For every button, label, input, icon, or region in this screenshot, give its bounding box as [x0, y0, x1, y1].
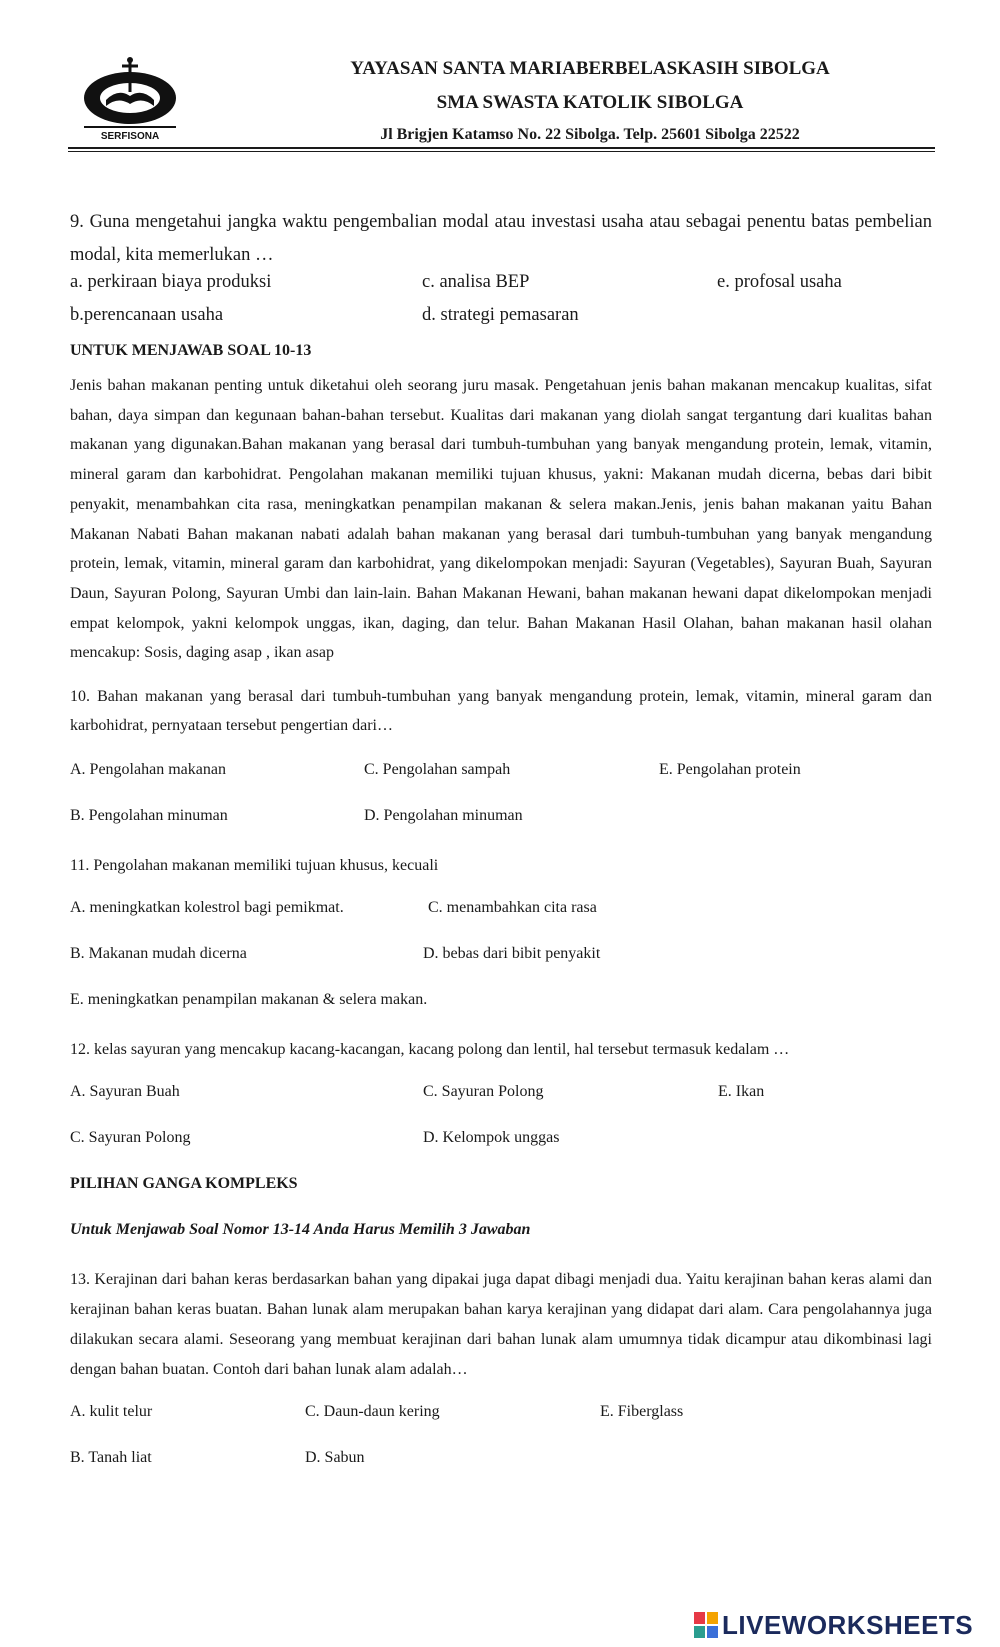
q10-option-c[interactable]: C. Pengolahan sampah — [364, 761, 511, 778]
school-logo — [78, 52, 182, 142]
q9-option-d[interactable]: d. strategi pemasaran — [422, 305, 579, 325]
liveworksheets-logo-icon — [694, 1612, 718, 1638]
q13-option-c[interactable]: C. Daun-daun kering — [305, 1403, 440, 1420]
q12-option-c-duplicate[interactable]: C. Sayuran Polong — [70, 1129, 191, 1146]
header-divider-thin — [68, 151, 935, 152]
q13-option-d[interactable]: D. Sabun — [305, 1449, 365, 1466]
q12-option-a[interactable]: A. Sayuran Buah — [70, 1083, 180, 1100]
q12-option-e[interactable]: E. Ikan — [718, 1083, 765, 1100]
question-10-stem: 10. Bahan makanan yang berasal dari tumbuh-tumbuhan yang banyak mengandung protein, lemak, vitamin, mineral garam dan karbohidrat, pernyataan tersebut pengertian dari… — [70, 688, 932, 734]
section-instruction: Untuk Menjawab Soal Nomor 13-14 Anda Harus Memilih 3 Jawaban — [70, 1221, 531, 1238]
q12-option-c[interactable]: C. Sayuran Polong — [423, 1083, 544, 1100]
q9-option-e[interactable]: e. profosal usaha — [717, 272, 842, 292]
q9-option-c[interactable]: c. analisa BEP — [422, 272, 530, 292]
q10-option-e[interactable]: E. Pengolahan protein — [659, 761, 801, 778]
reading-passage: Jenis bahan makanan penting untuk diketahui oleh seorang juru masak. Pengetahuan jenis bahan makanan mencakup kualitas, sifat bahan, daya simpan dan kegunaan bahan-bahan tersebut. Kualitas dari makanan yang diolah sangat tergantung dari kualitas bahan makanan yang digunakan.Bahan makanan yang berasal dari tumbuh-tumbuhan yang banyak mengandung protein, lemak, vitamin, mineral garam dan karbohidrat. Pengolahan makanan memiliki tujuan khusus, yakni: Makanan mudah dicerna, bebas dari bibit penyakit, menambahkan cita rasa, meningkatkan penampilan makanan & selera makan.Jenis, jenis bahan makanan yaitu Bahan Makanan Nabati Bahan makanan nabati adalah bahan makanan yang berasal dari tumbuh-tumbuhan yang banyak mengandung protein, lemak, vitamin, mineral garam dan karbohidrat, yang dikelompokan menjadi: Sayuran (Vegetables), Sayuran Buah, Sayuran Daun, Sayuran Polong, Sayuran Umbi dan lain-lain. Bahan Makanan Hewani, bahan makanan hewani dapat dikelompokan menjadi empat kelompok, yakni kelompok unggas, ikan, daging, dan telur. Bahan Makanan Hasil Olahan, bahan makanan hasil olahan mencakup: Sosis, daging asap , ikan asap — [70, 377, 932, 662]
liveworksheets-wordmark: LIVEWORKSHEETS — [722, 1609, 974, 1640]
foundation-name: YAYASAN SANTA MARIABERBELASKASIH SIBOLGA — [350, 58, 830, 79]
q11-option-c[interactable]: C. menambahkan cita rasa — [428, 899, 597, 916]
liveworksheets-watermark — [694, 1610, 973, 1640]
q10-option-d[interactable]: D. Pengolahan minuman — [364, 807, 523, 824]
q9-option-a[interactable]: a. perkiraan biaya produksi — [70, 272, 272, 292]
q10-option-b[interactable]: B. Pengolahan minuman — [70, 807, 228, 824]
q11-option-b[interactable]: B. Makanan mudah dicerna — [70, 945, 247, 962]
question-12-stem: 12. kelas sayuran yang mencakup kacang-kacangan, kacang polong dan lentil, hal tersebut termasuk kedalam … — [70, 1041, 790, 1058]
question-13-stem: 13. Kerajinan dari bahan keras berdasarkan bahan yang dipakai juga dapat dibagi menjadi dua. Yaitu kerajinan bahan keras alami dan kerajinan bahan keras buatan. Bahan lunak alam merupakan bahan karya kerajinan yang didapat dari alam. Cara pengolahannya juga dilakukan secara alami. Seseorang yang membuat kerajinan dari bahan lunak alam umumnya tidak dicampur atau dikombinasi lagi dengan bahan buatan. Contoh dari bahan lunak alam adalah… — [70, 1271, 932, 1378]
question-9-stem: 9. Guna mengetahui jangka waktu pengembalian modal atau investasi usaha atau sebagai penentu batas pembelian modal, kita memerlukan … — [70, 212, 932, 265]
section-heading-10-13: UNTUK MENJAWAB SOAL 10-13 — [70, 342, 312, 359]
school-name: SMA SWASTA KATOLIK SIBOLGA — [436, 92, 744, 113]
logo-label: SERFISONA — [100, 131, 160, 142]
q11-option-e[interactable]: E. meningkatkan penampilan makanan & selera makan. — [70, 991, 428, 1008]
q11-option-d[interactable]: D. bebas dari bibit penyakit — [423, 945, 601, 962]
q12-option-d[interactable]: D. Kelompok unggas — [423, 1129, 560, 1146]
q10-option-a[interactable]: A. Pengolahan makanan — [70, 761, 226, 778]
section-heading-complex-choice: PILIHAN GANGA KOMPLEKS — [70, 1175, 298, 1192]
school-address: Jl Brigjen Katamso No. 22 Sibolga. Telp. 25601 Sibolga 22522 — [380, 126, 800, 143]
q13-option-e[interactable]: E. Fiberglass — [600, 1403, 684, 1420]
q13-option-b[interactable]: B. Tanah liat — [70, 1449, 152, 1466]
q13-option-a[interactable]: A. kulit telur — [70, 1403, 153, 1420]
q9-option-b[interactable]: b.perencanaan usaha — [70, 305, 224, 325]
header-divider — [68, 147, 935, 149]
question-11-stem: 11. Pengolahan makanan memiliki tujuan khusus, kecuali — [70, 857, 439, 874]
q11-option-a[interactable]: A. meningkatkan kolestrol bagi pemikmat. — [70, 899, 344, 916]
